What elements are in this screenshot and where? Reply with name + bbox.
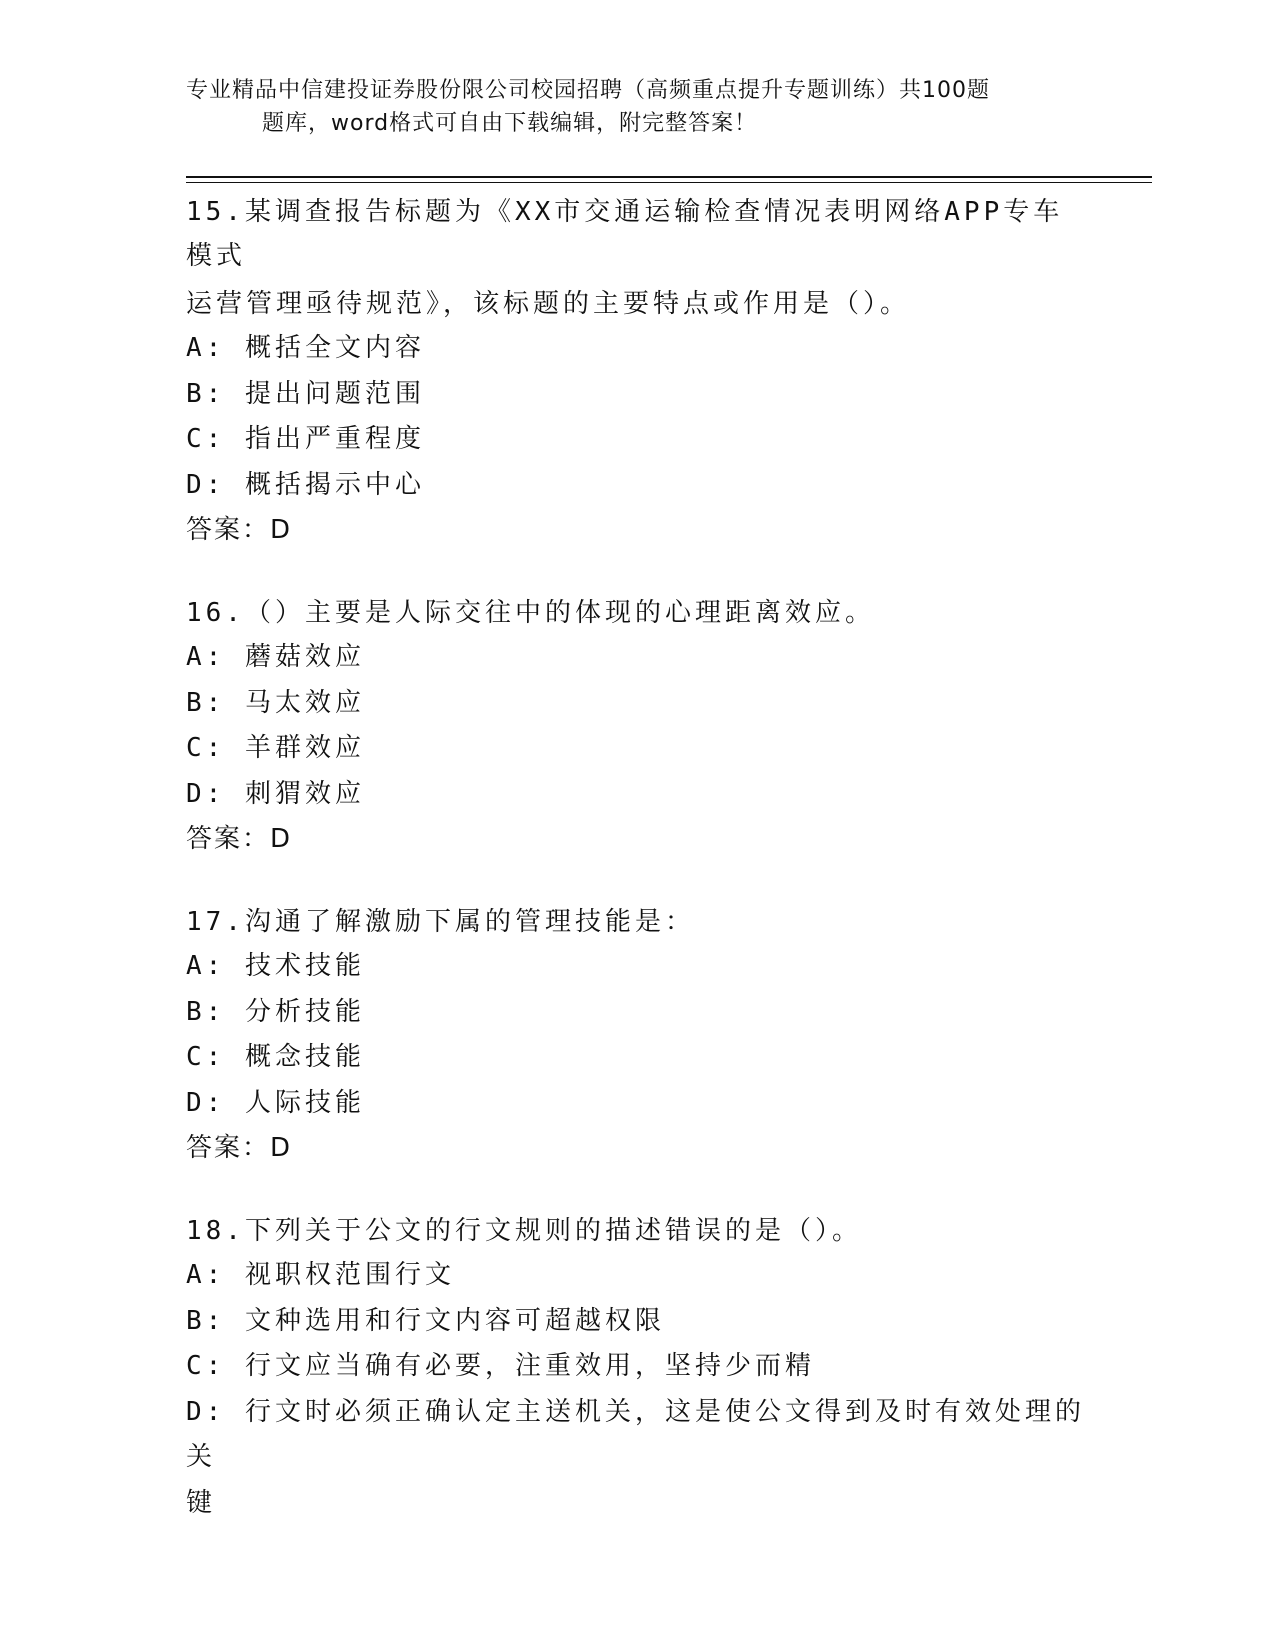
option-d-continued: 键 (186, 1487, 217, 1518)
answer: 答案：D (186, 824, 293, 854)
question-18 (186, 1209, 1086, 1526)
option-b: B: 提出问题范围 (186, 378, 425, 409)
option-b: B: 分析技能 (186, 996, 365, 1027)
option-a: A: 蘑菇效应 (186, 642, 365, 672)
header-line-2: 题库，word格式可自由下载编辑，附完整答案！ (262, 111, 758, 136)
answer: 答案：D (186, 515, 293, 545)
question-15 (186, 190, 1086, 553)
option-a: A: 概括全文内容 (186, 333, 425, 363)
option-c: C: 概念技能 (186, 1042, 365, 1072)
option-b: B: 马太效应 (186, 687, 365, 718)
option-a: A: 技术技能 (186, 951, 365, 981)
option-d: D: 人际技能 (186, 1087, 365, 1118)
document-header (186, 74, 1066, 140)
header-rule-thick (186, 176, 1152, 178)
question-stem-line: 15.某调查报告标题为《XX市交通运输检查情况表明网络APP专车模式 (186, 197, 1064, 271)
question-stem-line: 16.（）主要是人际交往中的体现的心理距离效应。 (186, 598, 875, 628)
header-line-1: 专业精品中信建投证券股份限公司校园招聘（高频重点提升专题训练）共100题 (186, 78, 990, 103)
question-stem-line: 17.沟通了解激励下属的管理技能是： (186, 907, 695, 937)
option-c: C: 羊群效应 (186, 733, 365, 763)
question-16 (186, 591, 1086, 862)
question-stem-line: 18.下列关于公文的行文规则的描述错误的是（）。 (186, 1216, 862, 1246)
header-rule-thin (186, 182, 1152, 183)
option-d: D: 刺猬效应 (186, 778, 365, 809)
question-list (186, 186, 1086, 1564)
question-stem-line: 运营管理亟待规范》，该标题的主要特点或作用是（）。 (186, 289, 911, 319)
option-c: C: 行文应当确有必要，注重效用，坚持少而精 (186, 1351, 815, 1381)
option-d: D: 行文时必须正确认定主送机关，这是使公文得到及时有效处理的关 (186, 1396, 1085, 1472)
option-a: A: 视职权范围行文 (186, 1260, 455, 1290)
option-c: C: 指出严重程度 (186, 424, 425, 454)
option-b: B: 文种选用和行文内容可超越权限 (186, 1305, 665, 1336)
answer: 答案：D (186, 1133, 293, 1163)
option-d: D: 概括揭示中心 (186, 469, 425, 500)
question-17 (186, 900, 1086, 1171)
